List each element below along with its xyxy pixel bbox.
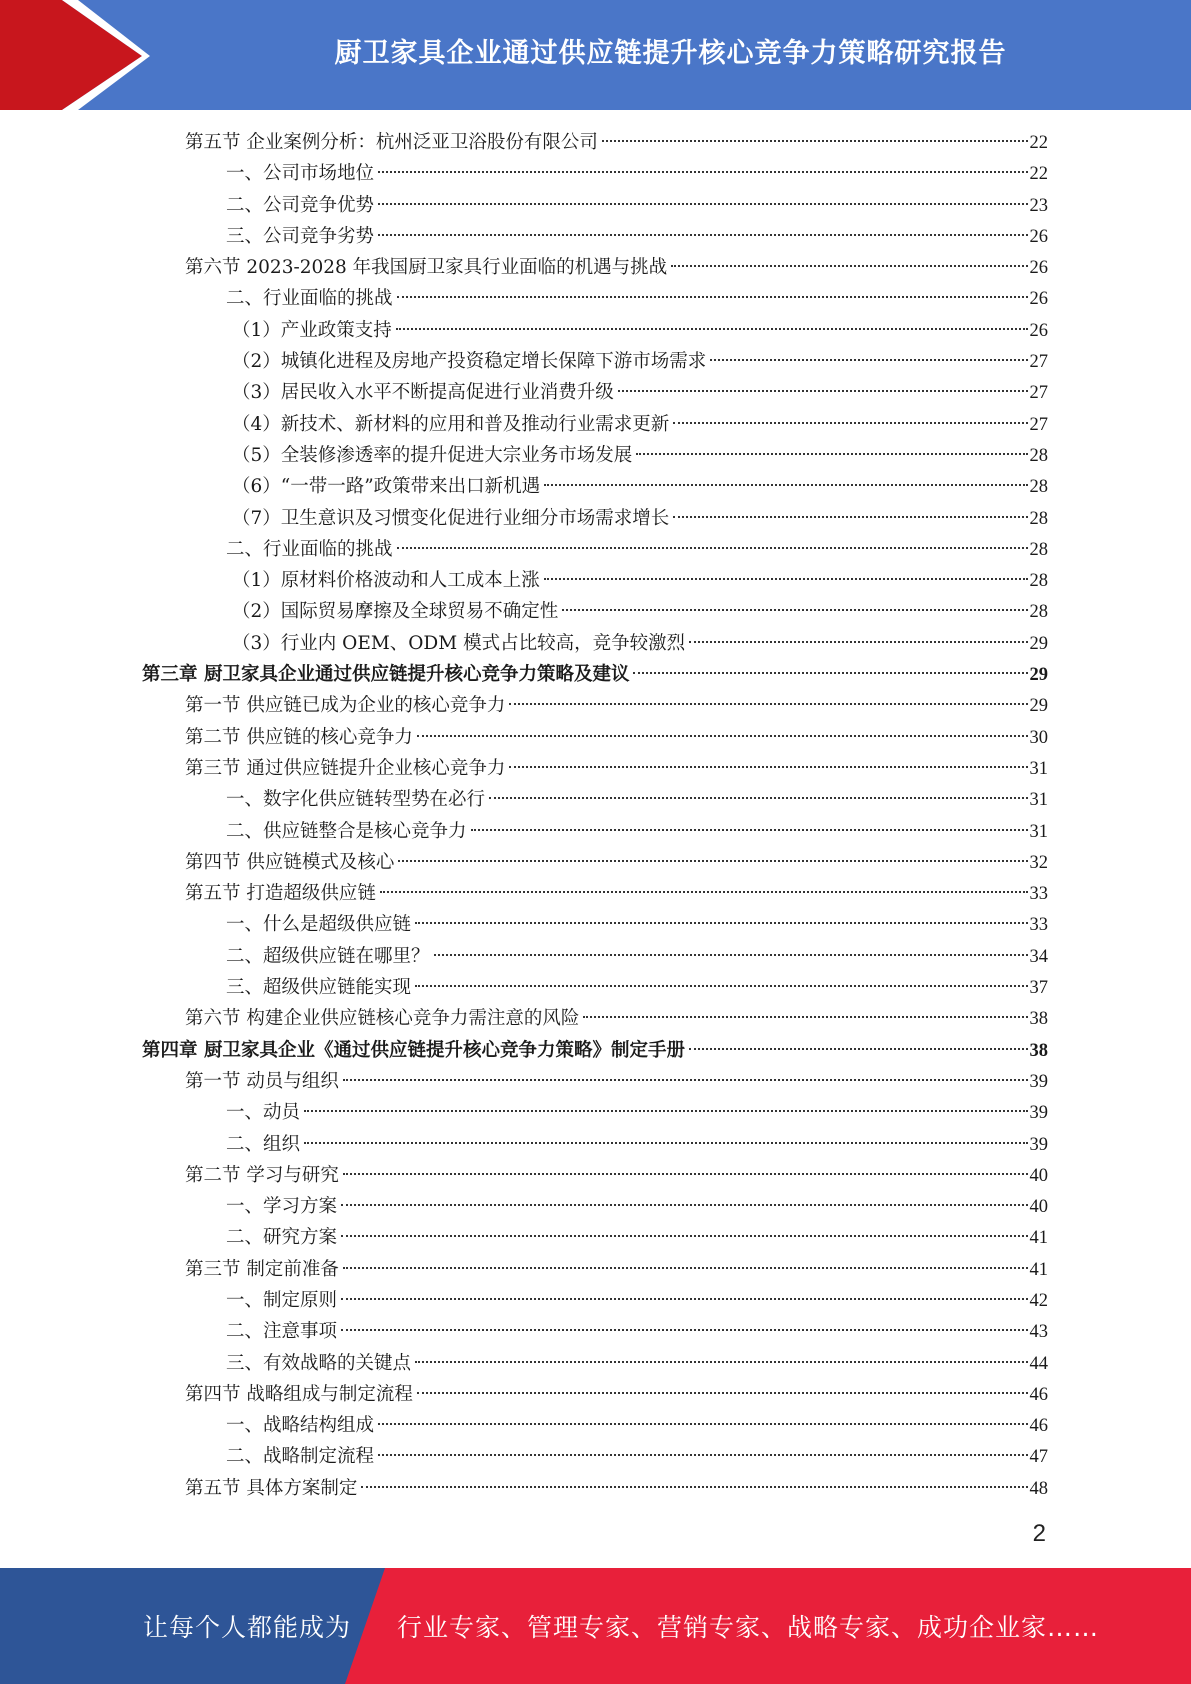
toc-entry[interactable] <box>142 1035 1048 1066</box>
toc-entry-page: 26 <box>1029 320 1048 341</box>
toc-dot-leader <box>434 953 1028 956</box>
toc-dot-leader <box>378 170 1027 173</box>
toc-entry-page: 29 <box>1029 633 1048 654</box>
toc-entry-page: 47 <box>1029 1447 1048 1468</box>
toc-entry-page: 23 <box>1029 195 1048 216</box>
toc-entry-label: （4）新技术、新材料的应用和普及推动行业需求更新 <box>232 413 670 435</box>
toc-entry-page: 28 <box>1029 508 1048 529</box>
toc-entry-label: 二、注意事项 <box>226 1321 338 1343</box>
toc-dot-leader <box>415 921 1027 924</box>
toc-entry-label: 一、动员 <box>226 1102 301 1124</box>
toc-entry-page: 26 <box>1029 289 1048 310</box>
toc-entry-page: 32 <box>1029 852 1048 873</box>
toc-entry[interactable] <box>142 816 1048 847</box>
toc-dot-leader <box>689 640 1027 643</box>
toc-dot-leader <box>380 890 1028 893</box>
toc-entry[interactable] <box>142 1348 1048 1379</box>
toc-entry-page: 42 <box>1029 1290 1048 1311</box>
toc-entry-page: 31 <box>1029 821 1048 842</box>
toc-entry-label: 一、战略结构组成 <box>226 1415 375 1437</box>
toc-dot-leader <box>415 1360 1027 1363</box>
toc-dot-leader <box>378 1422 1027 1425</box>
toc-entry-label: （2）国际贸易摩擦及全球贸易不确定性 <box>232 601 559 623</box>
toc-dot-leader <box>471 828 1028 831</box>
toc-dot-leader <box>417 1391 1028 1394</box>
toc-entry-page: 31 <box>1029 790 1048 811</box>
toc-entry-page: 29 <box>1029 696 1048 717</box>
toc-dot-leader <box>343 1078 1028 1081</box>
toc-entry[interactable] <box>142 1160 1048 1191</box>
toc-entry-label: 第三节 通过供应链提升企业核心竞争力 <box>185 757 506 779</box>
toc-entry-label: （3）行业内 OEM、ODM 模式占比较高，竞争较激烈 <box>232 632 686 654</box>
toc-entry-label: （5）全装修渗透率的提升促进大宗业务市场发展 <box>232 444 633 466</box>
toc-entry[interactable] <box>142 346 1048 377</box>
toc-entry-label: 一、学习方案 <box>226 1196 338 1218</box>
toc-entry-label: 第五节 企业案例分析：杭州泛亚卫浴股份有限公司 <box>185 132 598 153</box>
toc-entry-page: 29 <box>1029 665 1048 686</box>
toc-entry[interactable] <box>142 1379 1048 1410</box>
toc-entry-page: 37 <box>1029 978 1048 999</box>
toc-dot-leader <box>378 202 1027 205</box>
toc-dot-leader <box>361 1485 1027 1488</box>
toc-entry-page: 28 <box>1029 445 1048 466</box>
toc-entry-page: 33 <box>1029 884 1048 905</box>
toc-dot-leader <box>710 358 1027 361</box>
toc-dot-leader <box>397 295 1028 298</box>
toc-entry-label: （1）产业政策支持 <box>232 319 392 341</box>
toc-entry-label: 三、有效战略的关键点 <box>226 1352 412 1374</box>
toc-entry-page: 22 <box>1029 133 1048 153</box>
toc-entry-page: 26 <box>1029 258 1048 279</box>
toc-entry-label: 第三节 制定前准备 <box>185 1258 339 1280</box>
toc-entry-page: 46 <box>1029 1384 1048 1405</box>
toc-dot-leader <box>673 421 1027 424</box>
toc-dot-leader <box>378 1453 1027 1456</box>
toc-entry[interactable] <box>142 158 1048 189</box>
toc-entry-label: 二、超级供应链在哪里？ <box>226 945 430 967</box>
toc-entry[interactable] <box>142 440 1048 471</box>
toc-entry-page: 27 <box>1029 352 1048 373</box>
toc-entry-label: 第一节 动员与组织 <box>185 1070 339 1092</box>
toc-entry[interactable] <box>142 1254 1048 1285</box>
toc-entry[interactable] <box>142 1129 1048 1160</box>
toc-entry-label: 第三章 厨卫家具企业通过供应链提升核心竞争力策略及建议 <box>142 664 630 686</box>
footer-banner <box>0 1568 1191 1684</box>
toc-entry-label: 第四节 供应链模式及核心 <box>185 851 395 873</box>
toc-entry[interactable] <box>142 127 1048 158</box>
toc-dot-leader <box>341 1203 1027 1206</box>
page-number: 2 <box>1032 1520 1046 1547</box>
toc-dot-leader <box>636 452 1027 455</box>
toc-entry-label: 二、供应链整合是核心竞争力 <box>226 820 467 842</box>
toc-entry-label: 第一节 供应链已成为企业的核心竞争力 <box>185 695 506 717</box>
toc-entry[interactable] <box>142 1441 1048 1472</box>
toc-entry-label: 第二节 供应链的核心竞争力 <box>185 726 413 748</box>
toc-entry[interactable] <box>142 534 1048 565</box>
toc-entry[interactable] <box>142 503 1048 534</box>
toc-dot-leader <box>378 233 1027 236</box>
toc-entry-page: 34 <box>1029 946 1048 967</box>
toc-entry[interactable] <box>142 972 1048 1003</box>
toc-dot-leader <box>341 1234 1027 1237</box>
toc-entry[interactable] <box>142 722 1048 753</box>
toc-entry[interactable] <box>142 1285 1048 1316</box>
toc-entry-page: 39 <box>1029 1071 1048 1092</box>
toc-dot-leader <box>304 1109 1027 1112</box>
toc-entry-page: 38 <box>1029 1009 1048 1030</box>
toc-entry-label: 第四章 厨卫家具企业《通过供应链提升核心竞争力策略》制定手册 <box>142 1039 685 1061</box>
toc-entry-page: 30 <box>1029 727 1048 748</box>
toc-entry-page: 39 <box>1029 1134 1048 1155</box>
toc-entry[interactable] <box>142 1222 1048 1253</box>
toc-dot-leader <box>304 1141 1027 1144</box>
toc-entry-page: 28 <box>1029 477 1048 498</box>
toc-entry[interactable] <box>142 283 1048 314</box>
toc-entry-page: 28 <box>1029 602 1048 623</box>
toc-entry[interactable] <box>142 596 1048 627</box>
toc-entry-label: 三、超级供应链能实现 <box>226 977 412 999</box>
toc-entry-page: 46 <box>1029 1416 1048 1437</box>
toc-dot-leader <box>671 264 1027 267</box>
toc-entry[interactable] <box>142 252 1048 283</box>
toc-entry-label: 二、研究方案 <box>226 1227 338 1249</box>
toc-entry-label: （7）卫生意识及习惯变化促进行业细分市场需求增长 <box>232 507 670 529</box>
toc-entry[interactable] <box>142 1191 1048 1222</box>
toc-dot-leader <box>489 796 1027 799</box>
toc-entry-page: 31 <box>1029 758 1048 779</box>
toc-entry[interactable] <box>142 1066 1048 1097</box>
toc-entry[interactable] <box>142 909 1048 940</box>
toc-dot-leader <box>417 734 1028 737</box>
toc-entry-label: 一、数字化供应链转型势在必行 <box>226 789 486 811</box>
toc-entry[interactable] <box>142 753 1048 784</box>
toc-entry-label: 二、战略制定流程 <box>226 1446 375 1468</box>
toc-entry-label: 一、制定原则 <box>226 1289 338 1311</box>
toc-dot-leader <box>341 1297 1027 1300</box>
toc-entry[interactable] <box>142 471 1048 502</box>
toc-dot-leader <box>689 1047 1028 1050</box>
toc-entry-label: 第四节 战略组成与制定流程 <box>185 1383 413 1405</box>
toc-entry[interactable] <box>142 315 1048 346</box>
toc-entry-label: 第六节 2023-2028 年我国厨卫家具行业面临的机遇与挑战 <box>185 257 668 279</box>
toc-dot-leader <box>673 515 1027 518</box>
toc-entry-label: （3）居民收入水平不断提高促进行业消费升级 <box>232 382 614 404</box>
toc-entry-page: 43 <box>1029 1322 1048 1343</box>
header-banner <box>0 0 1191 110</box>
toc-entry[interactable] <box>142 690 1048 721</box>
toc-entry[interactable] <box>142 1097 1048 1128</box>
toc-dot-leader <box>583 1015 1027 1018</box>
footer-slogan-left: 让每个人都能成为 <box>143 1613 352 1642</box>
toc-dot-leader <box>544 577 1028 580</box>
toc-entry-page: 27 <box>1029 383 1048 404</box>
toc-dot-leader <box>343 1172 1028 1175</box>
toc-entry-page: 48 <box>1029 1478 1048 1499</box>
toc-entry-page: 40 <box>1029 1197 1048 1218</box>
toc-entry[interactable] <box>142 377 1048 408</box>
toc-entry[interactable] <box>142 941 1048 972</box>
toc-entry-label: 一、公司市场地位 <box>226 163 375 185</box>
toc-entry-page: 22 <box>1029 164 1048 185</box>
toc-dot-leader <box>396 327 1028 330</box>
toc-entry-page: 41 <box>1029 1259 1048 1280</box>
toc-entry[interactable] <box>142 659 1048 690</box>
toc-entry-label: （6）“一带一路”政策带来出口新机遇 <box>232 476 541 498</box>
red-arrow-shape <box>0 0 160 110</box>
toc-entry-page: 33 <box>1029 915 1048 936</box>
toc-entry[interactable] <box>142 409 1048 440</box>
toc-dot-leader <box>415 984 1027 987</box>
toc-dot-leader <box>509 702 1027 705</box>
toc-dot-leader <box>633 671 1027 674</box>
toc-entry[interactable] <box>142 190 1048 221</box>
toc-entry[interactable] <box>142 784 1048 815</box>
toc-entry[interactable] <box>142 1316 1048 1347</box>
toc-entry-label: 二、行业面临的挑战 <box>226 288 393 310</box>
toc-entry-label: 二、组织 <box>226 1133 301 1155</box>
toc-dot-leader <box>602 139 1028 142</box>
toc-entry-label: （1）原材料价格波动和人工成本上涨 <box>232 570 540 592</box>
toc-dot-leader <box>618 389 1028 392</box>
toc-entry[interactable] <box>142 878 1048 909</box>
toc-entry-label: 二、公司竞争优势 <box>226 194 375 216</box>
toc-entry-label: 第六节 构建企业供应链核心竞争力需注意的风险 <box>185 1008 580 1030</box>
toc-dot-leader <box>562 608 1027 611</box>
toc-entry[interactable] <box>142 221 1048 252</box>
document-title: 厨卫家具企业通过供应链提升核心竞争力策略研究报告 <box>334 37 1007 69</box>
toc-dot-leader <box>509 765 1027 768</box>
toc-entry-label: 二、行业面临的挑战 <box>226 538 393 560</box>
toc-entry[interactable] <box>142 565 1048 596</box>
toc-entry[interactable] <box>142 628 1048 659</box>
toc-entry-page: 38 <box>1029 1040 1048 1061</box>
toc-entry-page: 27 <box>1029 414 1048 435</box>
toc-entry-label: 第五节 打造超级供应链 <box>185 883 376 905</box>
toc-dot-leader <box>544 483 1027 486</box>
toc-dot-leader <box>343 1266 1028 1269</box>
toc-entry-page: 28 <box>1029 539 1048 560</box>
toc-entry-page: 41 <box>1029 1228 1048 1249</box>
toc-entry[interactable] <box>142 1003 1048 1034</box>
toc-dot-leader <box>397 546 1028 549</box>
toc-dot-leader <box>398 859 1027 862</box>
toc-entry-page: 44 <box>1029 1353 1048 1374</box>
toc-entry-label: 三、公司竞争劣势 <box>226 225 375 247</box>
toc-entry[interactable] <box>142 1410 1048 1441</box>
toc-dot-leader <box>341 1328 1027 1331</box>
toc-entry-page: 40 <box>1029 1165 1048 1186</box>
toc-entry-label: （2）城镇化进程及房地产投资稳定增长保障下游市场需求 <box>232 351 707 373</box>
toc-entry-label: 一、什么是超级供应链 <box>226 914 412 936</box>
toc-entry[interactable] <box>142 847 1048 878</box>
toc-entry-label: 第五节 具体方案制定 <box>185 1477 358 1499</box>
toc-entry[interactable] <box>142 1473 1048 1504</box>
toc-entry-page: 26 <box>1029 226 1048 247</box>
table-of-contents <box>142 127 1048 1504</box>
toc-entry-label: 第二节 学习与研究 <box>185 1164 339 1186</box>
toc-entry-page: 39 <box>1029 1103 1048 1124</box>
footer-slogan-right: 行业专家、管理专家、营销专家、战略专家、成功企业家…… <box>397 1613 1100 1642</box>
toc-entry-page: 28 <box>1029 571 1048 592</box>
